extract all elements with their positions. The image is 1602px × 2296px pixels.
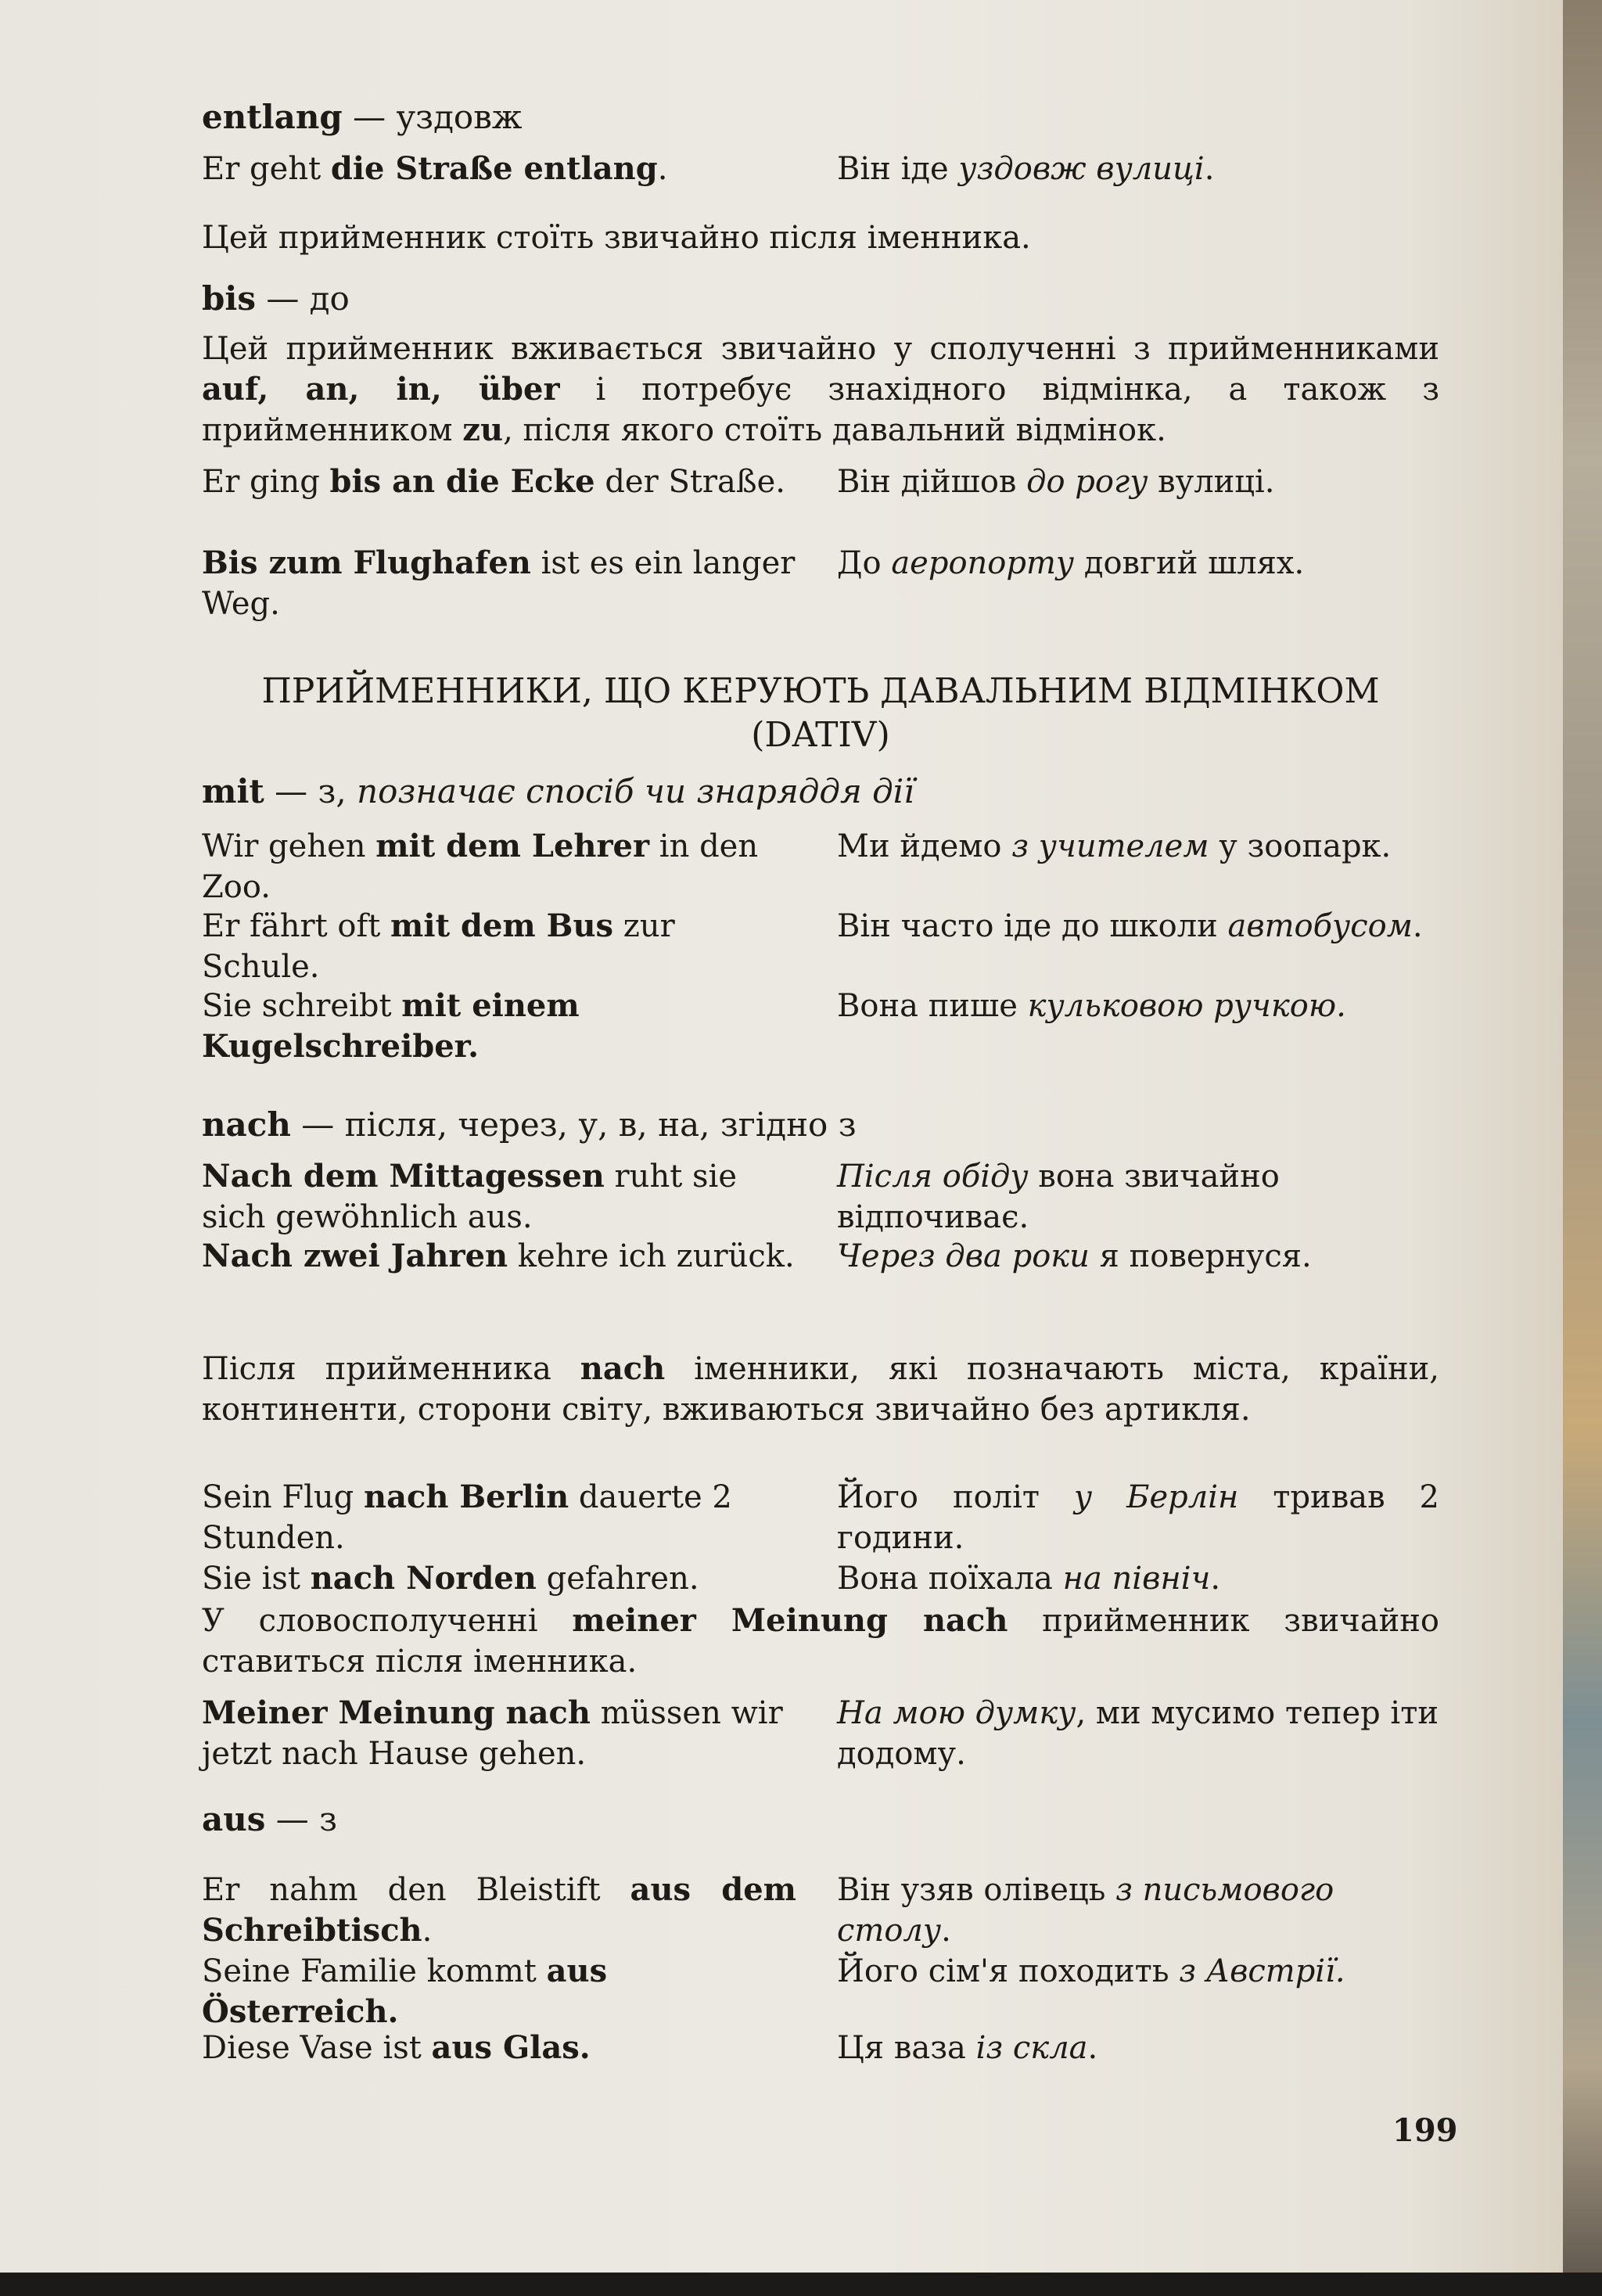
aus-example3-uk: Ця ваза із скла. — [837, 2030, 1098, 2066]
bis-note: Цей прийменник вживається звичайно у сполученні з прийменниками auf, an, in, über і потребує знахідного відмінка, а також з прийменником zu, після якого стоїть давальний відмінок. — [202, 331, 1440, 448]
aus-example1-de: Er nahm den Bleistift aus dem Schreibtisch. — [202, 1871, 797, 1949]
nach-example1-uk: Після обіду вона звичайно відпочиває. — [837, 1159, 1280, 1235]
nach-note2: У словосполученні meiner Meinung nach прийменник звичайно ставиться після іменника. — [202, 1602, 1439, 1680]
nach-example3-de: Sein Flug nach Berlin dauerte 2 Stunden. — [202, 1479, 732, 1556]
bis-heading — [202, 278, 350, 319]
entlang-translation: — уздовж — [353, 98, 523, 136]
nach-example3-uk: Його політ у Берлін тривав 2 години. — [837, 1479, 1439, 1556]
bis-example1-de: Er ging bis an die Ecke der Straße. — [202, 463, 785, 500]
nach-example4-de: Sie ist nach Norden gefahren. — [202, 1560, 699, 1597]
nach-example4-uk: Вона поїхала на північ. — [837, 1561, 1221, 1597]
mit-heading: mit — з, позначає спосіб чи знаряддя дії — [202, 772, 914, 810]
nach-example2-uk: Через два роки я повернуся. — [837, 1238, 1312, 1274]
entlang-heading — [202, 97, 523, 138]
bis-word: bis — [202, 279, 256, 318]
page-number: 199 — [1392, 2112, 1458, 2149]
aus-heading: aus — з — [202, 1800, 338, 1838]
nach-example5-de: Meiner Meinung nach müssen wir jetzt nach Hause gehen. — [202, 1694, 783, 1772]
mit-example1-de: Wir gehen mit dem Lehrer in den Zoo. — [202, 828, 759, 905]
mit-example3-uk: Вона пише кульковою ручкою. — [837, 988, 1346, 1024]
bis-example2-de: Bis zum Flughafen ist es ein langer Weg. — [202, 544, 796, 622]
bottom-border — [0, 2273, 1602, 2296]
mit-word: mit — [202, 772, 264, 810]
nach-example2-de: Nach zwei Jahren kehre ich zurück. — [202, 1238, 795, 1274]
section-title-line1: ПРИЙМЕННИКИ, ЩО КЕРУЮТЬ ДАВАЛЬНИМ ВІДМІНКОМ — [261, 671, 1380, 711]
bis-translation: — до — [266, 279, 350, 318]
mit-example2-de: Er fährt oft mit dem Bus zur Schule. — [202, 907, 675, 985]
bis-example2-uk: До аеропорту довгий шлях. — [837, 545, 1305, 581]
entlang-note: Цей прийменник стоїть звичайно після іменника. — [202, 220, 1031, 256]
section-title — [202, 670, 1439, 757]
aus-word: aus — [202, 1800, 266, 1838]
entlang-example-uk: Він іде уздовж вулиці. — [837, 151, 1215, 187]
mit-example2-uk: Він часто іде до школи автобусом. — [837, 908, 1423, 944]
page-edge-background — [1563, 0, 1602, 2296]
aus-example1-uk: Він узяв олівець з письмового столу. — [837, 1872, 1334, 1949]
section-title-line2: (DATIV) — [751, 715, 890, 755]
aus-example2-de: Seine Familie kommt aus Österreich. — [202, 1953, 608, 2030]
bis-example1-uk: Він дійшов до рогу вулиці. — [837, 464, 1275, 500]
entlang-word: entlang — [202, 98, 343, 136]
nach-example5-uk: На мою думку, ми мусимо тепер іти додому. — [837, 1695, 1439, 1772]
mit-example1-uk: Ми йдемо з учителем у зоопарк. — [837, 828, 1392, 864]
nach-word: nach — [202, 1105, 291, 1144]
nach-note: Після прийменника nach іменники, які позначають міста, країни, континенти, сторони світу, вживаються звичайно без артикля. — [202, 1350, 1440, 1428]
nach-example1-de: Nach dem Mittagessen ruht sie sich gewöhnlich aus. — [202, 1158, 737, 1235]
entlang-example-de: Er geht die Straße entlang. — [202, 150, 668, 187]
aus-example3-de: Diese Vase ist aus Glas. — [202, 2029, 591, 2066]
mit-example3-de: Sie schreibt mit einem Kugelschreiber. — [202, 987, 580, 1065]
nach-heading: nach — після, через, у, в, на, згідно з — [202, 1105, 857, 1144]
aus-example2-uk: Його сім'я походить з Австрії. — [837, 1953, 1345, 1989]
